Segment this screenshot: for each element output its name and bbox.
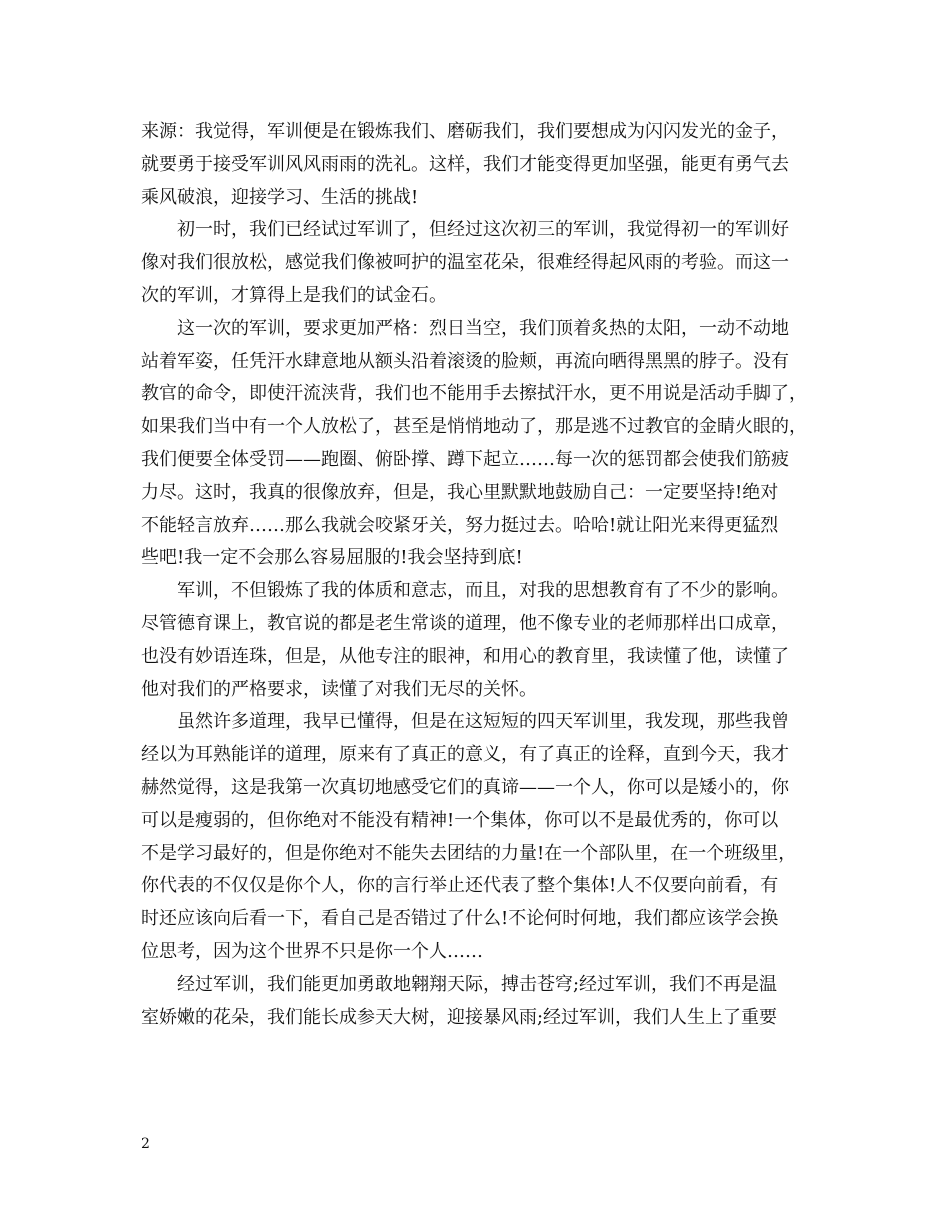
text-line: 就要勇于接受军训风风雨雨的洗礼。这样，我们才能变得更加坚强，能更有勇气去 (141, 153, 789, 175)
text-line: 来源：我觉得，军训便是在锻炼我们、磨砺我们，我们要想成为闪闪发光的金子， (141, 121, 789, 142)
text-line: 教官的命令，即使汗流浃背，我们也不能用手去擦拭汗水，更不用说是活动手脚了， (141, 383, 807, 405)
text-line: 不能轻言放弃……那么我就会咬紧牙关，努力挺过去。哈哈!就让阳光来得更猛烈 (141, 514, 779, 536)
text-line: 他对我们的严格要求，读懂了对我们无尽的关怀。 (141, 678, 537, 700)
paragraph-first-line: 经过军训，我们能更加勇敢地翱翔天际，搏击苍穹;经过军训，我们不再是温 (177, 973, 778, 995)
text-line: 尽管德育课上，教官说的都是老生常谈的道理，他不像专业的老师那样出口成章， (141, 612, 789, 634)
text-line: 时还应该向后看一下，看自己是否错过了什么!不论何时何地，我们都应该学会换 (141, 908, 779, 930)
text-line: 不是学习最好的，但是你绝对不能失去团结的力量!在一个部队里，在一个班级里， (141, 842, 797, 864)
text-line: 如果我们当中有一个人放松了，甚至是悄悄地动了，那是逃不过教官的金睛火眼的， (141, 416, 807, 438)
text-line: 次的军训，才算得上是我们的试金石。 (141, 284, 447, 306)
text-line: 乘风破浪，迎接学习、生活的挑战! (141, 186, 419, 208)
text-line: 我们便要全体受罚——跑圈、俯卧撑、蹲下起立……每一次的惩罚都会使我们筋疲 (141, 448, 789, 470)
paragraph-first-line: 这一次的军训，要求更加严格：烈日当空，我们顶着炙热的太阳，一动不动地 (177, 317, 789, 339)
text-line: 可以是瘦弱的，但你绝对不能没有精神!一个集体，你可以不是最优秀的，你可以 (141, 809, 779, 831)
page-number: 2 (141, 1136, 150, 1152)
body-text (141, 116, 831, 1034)
text-line: 些吧!我一定不会那么容易屈服的!我会坚持到底! (141, 547, 523, 569)
paragraph-first-line: 初一时，我们已经试过军训了，但经过这次初三的军训，我觉得初一的军训好 (177, 219, 789, 241)
text-line: 你代表的不仅仅是你个人，你的言行举止还代表了整个集体!人不仅要向前看，有 (141, 875, 779, 897)
text-line: 室娇嫩的花朵，我们能长成参天大树，迎接暴风雨;经过军训，我们人生上了重要 (141, 1006, 778, 1028)
text-line: 经以为耳熟能详的道理，原来有了真正的意义，有了真正的诠释，直到今天，我才 (141, 744, 789, 766)
text-line: 站着军姿，任凭汗水肆意地从额头沿着滚烫的脸颊，再流向晒得黑黑的脖子。没有 (141, 350, 789, 372)
text-line: 像对我们很放松，感觉我们像被呵护的温室花朵，很难经得起风雨的考验。而这一 (141, 252, 789, 274)
text-line: 力尽。这时，我真的很像放弃，但是，我心里默默地鼓励自己：一定要坚持!绝对 (141, 481, 779, 503)
text-line: 位思考，因为这个世界不只是你一个人…… (141, 940, 483, 962)
text-line: 赫然觉得，这是我第一次真切地感受它们的真谛——一个人，你可以是矮小的，你 (141, 776, 789, 798)
paragraph-first-line: 军训，不但锻炼了我的体质和意志，而且，对我的思想教育有了不少的影响。 (177, 580, 789, 602)
paragraph-first-line: 虽然许多道理，我早已懂得，但是在这短短的四天军训里，我发现，那些我曾 (177, 711, 789, 733)
text-line: 也没有妙语连珠，但是，从他专注的眼神，和用心的教育里，我读懂了他，读懂了 (141, 645, 789, 667)
